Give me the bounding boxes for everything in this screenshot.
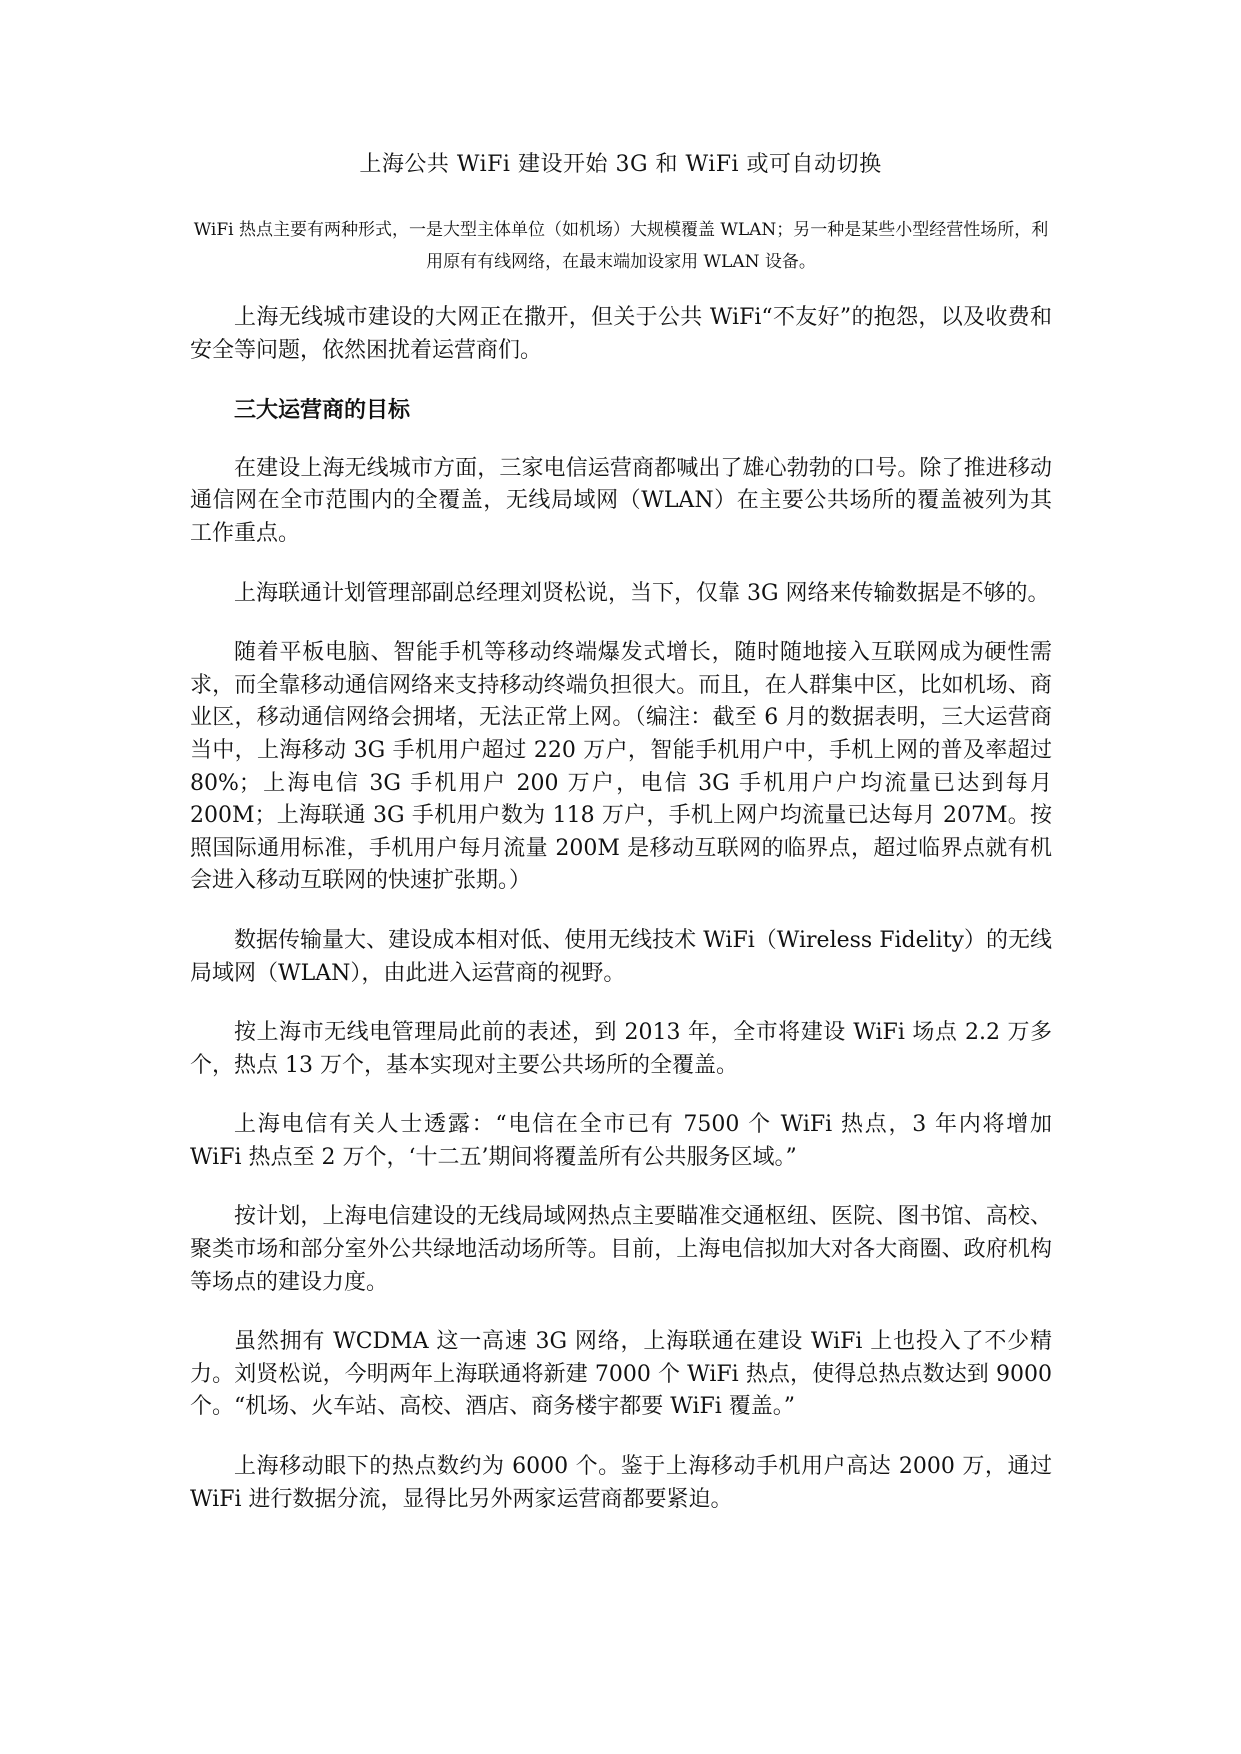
body-paragraph: 虽然拥有 WCDMA 这一高速 3G 网络，上海联通在建设 WiFi 上也投入了不少精力。刘贤松说，今明两年上海联通将新建 7000 个 WiFi 热点，使得总热点数达到 9000 个。“机场、火车站、高校、酒店、商务楼宇都要 WiFi 覆盖。” (190, 1329, 1052, 1420)
intro-paragraph: 上海无线城市建设的大网正在撒开，但关于公共 WiFi“不友好”的抱怨，以及收费和安全等问题，依然困扰着运营商们。 (190, 305, 1052, 363)
body-paragraph: 按上海市无线电管理局此前的表述，到 2013 年，全市将建设 WiFi 场点 2.2 万多个，热点 13 万个，基本实现对主要公共场所的全覆盖。 (190, 1020, 1052, 1078)
body-paragraph: 上海移动眼下的热点数约为 6000 个。鉴于上海移动手机用户高达 2000 万，通过 WiFi 进行数据分流，显得比另外两家运营商都要紧迫。 (190, 1454, 1052, 1512)
body-paragraph: 在建设上海无线城市方面，三家电信运营商都喊出了雄心勃勃的口号。除了推进移动通信网在全市范围内的全覆盖，无线局域网（WLAN）在主要公共场所的覆盖被列为其工作重点。 (190, 455, 1052, 546)
body-paragraph: 随着平板电脑、智能手机等移动终端爆发式增长，随时随地接入互联网成为硬性需求，而全靠移动通信网络来支持移动终端负担很大。而且，在人群集中区，比如机场、商业区，移动通信网络会拥堵，无法正常上网。（编注：截至 6 月的数据表明，三大运营商当中，上海移动 3G 手机用户超过 220 万户，智能手机用户中，手机上网的普及率超过 80%；上海电信 3G 手机用户 200 万户，电信 3G 手机用户户均流量已达到每月 200M；上海联通 3G 手机用户数为 118 万户，手机上网户均流量已达每月 207M。按照国际通用标准，手机用户每月流量 200M 是移动互联网的临界点，超过临界点就有机会进入移动互联网的快速扩张期。） (190, 640, 1052, 894)
body-paragraph: 上海电信有关人士透露：“电信在全市已有 7500 个 WiFi 热点，3 年内将增加 WiFi 热点至 2 万个，‘十二五’期间将覆盖所有公共服务区域。” (190, 1112, 1052, 1170)
body-paragraph: 上海联通计划管理部副总经理刘贤松说，当下，仅靠 3G 网络来传输数据是不够的。 (234, 580, 1050, 606)
body-paragraph: 数据传输量大、建设成本相对低、使用无线技术 WiFi（Wireless Fidelity）的无线局域网（WLAN），由此进入运营商的视野。 (190, 927, 1052, 986)
body-paragraph: 按计划，上海电信建设的无线局域网热点主要瞄准交通枢纽、医院、图书馆、高校、聚类市场和部分室外公共绿地活动场所等。目前，上海电信拟加大对各大商圈、政府机构等场点的建设力度。 (190, 1204, 1052, 1295)
document-title: 上海公共 WiFi 建设开始 3G 和 WiFi 或可自动切换 (359, 152, 882, 177)
article-body (190, 302, 1052, 1543)
document-summary: WiFi 热点主要有两种形式，一是大型主体单位（如机场）大规模覆盖 WLAN；另一种是某些小型经营性场所，利用原有有线网络，在最末端加设家用 WLAN 设备。 (193, 220, 1049, 272)
section-heading: 三大运营商的目标 (234, 397, 411, 424)
